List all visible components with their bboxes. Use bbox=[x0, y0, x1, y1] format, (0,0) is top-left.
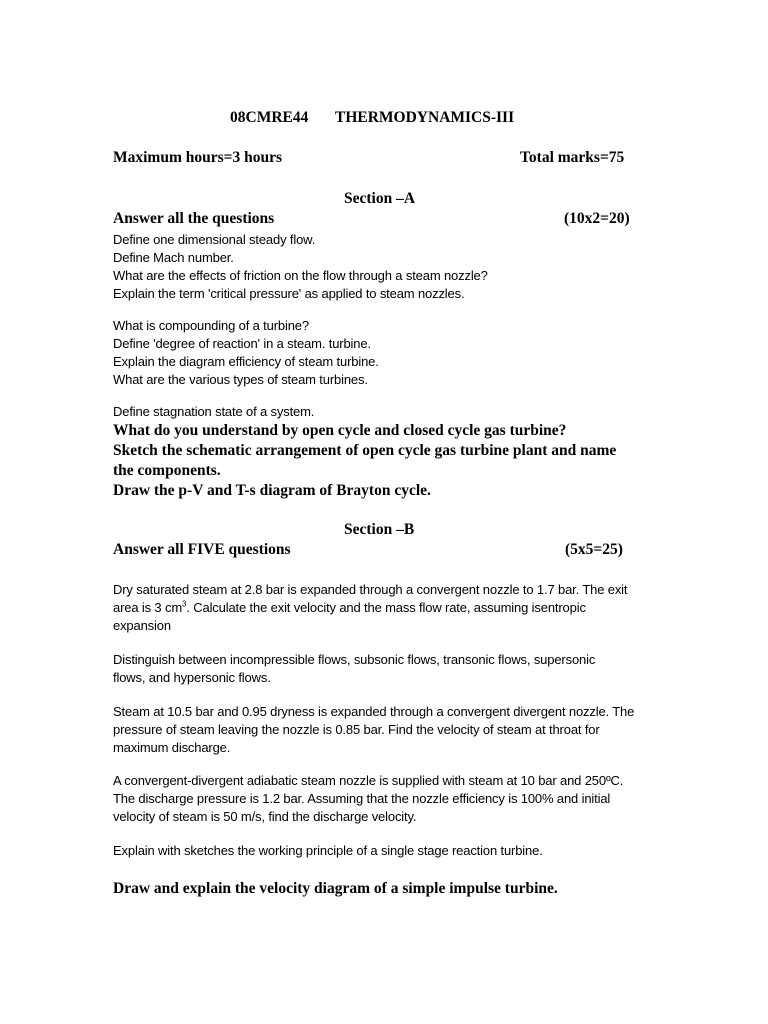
question: Sketch the schematic arrangement of open cycle gas turbine plant and name bbox=[113, 442, 617, 459]
question-line: maximum discharge. bbox=[113, 740, 231, 755]
question: What do you understand by open cycle and closed cycle gas turbine? bbox=[113, 422, 567, 439]
question: Explain the diagram efficiency of steam turbine. bbox=[113, 354, 379, 369]
course-code: 08CMRE44 bbox=[230, 109, 309, 126]
question: What are the various types of steam turbines. bbox=[113, 372, 368, 387]
section-a-group2 bbox=[113, 317, 673, 389]
question-b4 bbox=[113, 772, 673, 826]
question-line: velocity of steam is 50 m/s, find the discharge velocity. bbox=[113, 809, 417, 824]
section-b-instruction: Answer all FIVE questions bbox=[113, 541, 291, 558]
question-line: Dry saturated steam at 2.8 bar is expanded through a convergent nozzle to 1.7 bar. The exit bbox=[113, 582, 628, 597]
question-line: Distinguish between incompressible flows, subsonic flows, transonic flows, supersonic bbox=[113, 652, 596, 667]
section-a-title: Section –A bbox=[344, 190, 416, 207]
question: Define stagnation state of a system. bbox=[113, 404, 315, 419]
max-hours: Maximum hours=3 hours bbox=[113, 149, 283, 166]
question: Define 'degree of reaction' in a steam. turbine. bbox=[113, 336, 371, 351]
question-b1 bbox=[113, 581, 673, 635]
total-marks: Total marks=75 bbox=[520, 149, 625, 166]
question-line: pressure of steam leaving the nozzle is 0.85 bar. Find the velocity of steam at throat for bbox=[113, 722, 600, 737]
question-b3 bbox=[113, 703, 673, 757]
question-line: flows, and hypersonic flows. bbox=[113, 670, 271, 685]
question: Define one dimensional steady flow. bbox=[113, 232, 316, 247]
section-a-group1 bbox=[113, 231, 673, 303]
question-line: Steam at 10.5 bar and 0.95 dryness is expanded through a convergent divergent nozzle. The bbox=[113, 704, 635, 719]
question-b5: Explain with sketches the working principle of a single stage reaction turbine. bbox=[113, 843, 543, 858]
question: What is compounding of a turbine? bbox=[113, 318, 309, 333]
question: What are the effects of friction on the flow through a steam nozzle? bbox=[113, 268, 488, 283]
section-a-marks: (10x2=20) bbox=[564, 210, 630, 227]
question-b2 bbox=[113, 651, 673, 687]
question-b6: Draw and explain the velocity diagram of a simple impulse turbine. bbox=[113, 880, 558, 897]
question: the components. bbox=[113, 462, 221, 479]
section-b-title: Section –B bbox=[344, 521, 415, 538]
question-line: area is 3 $cm^3$. Calculate the exit velocity and the mass flow rate, assuming isentropic bbox=[113, 599, 586, 615]
question: Explain the term 'critical pressure' as applied to steam nozzles. bbox=[113, 286, 465, 301]
question-line: expansion bbox=[113, 618, 171, 633]
course-title: THERMODYNAMICS-III bbox=[335, 109, 515, 126]
section-b-marks: (5x5=25) bbox=[565, 541, 623, 558]
section-a-instruction: Answer all the questions bbox=[113, 210, 275, 227]
question: Draw the p-V and T-s diagram of Brayton cycle. bbox=[113, 482, 431, 499]
question-line: A convergent-divergent adiabatic steam nozzle is supplied with steam at 10 bar and 250ºC. bbox=[113, 773, 624, 788]
section-a-bold-questions bbox=[113, 421, 616, 501]
question-line: The discharge pressure is 1.2 bar. Assuming that the nozzle efficiency is 100% and initial bbox=[113, 791, 611, 806]
question: Define Mach number. bbox=[113, 250, 234, 265]
